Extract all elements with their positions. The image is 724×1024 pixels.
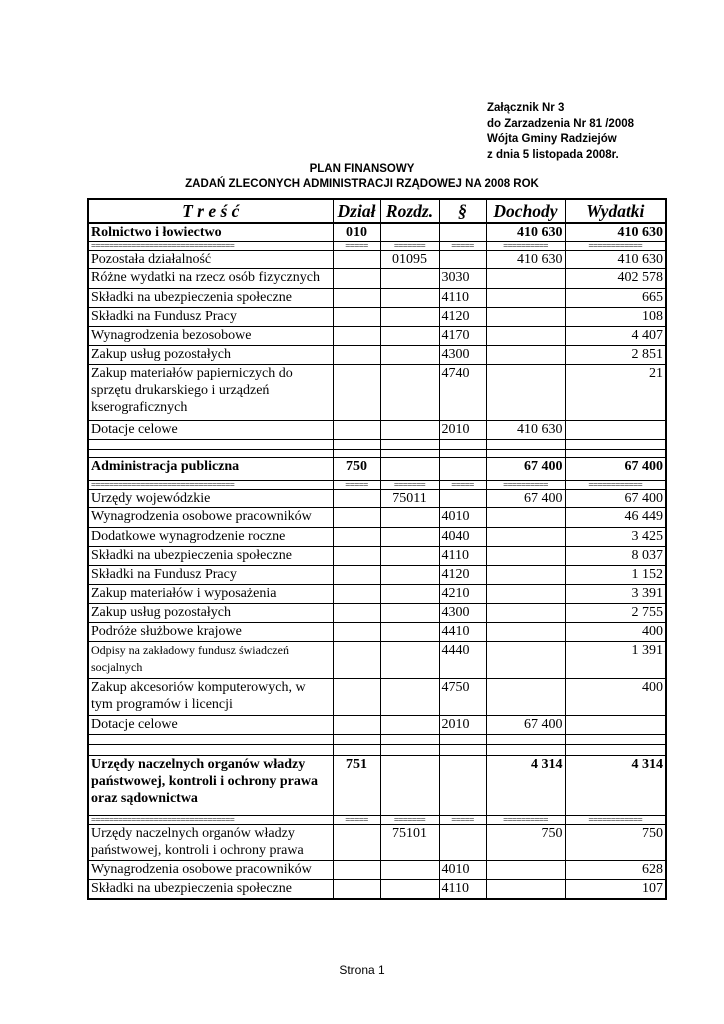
cell-rozdz [380,861,439,880]
cell-par: 4010 [439,508,486,528]
separator-cell: ================================ [88,481,333,490]
table-row [88,346,666,365]
cell-dzial [333,880,380,899]
cell-dochody [486,679,565,716]
separator-cell: ===== [333,816,380,825]
cell-tresc: Składki na ubezpieczenia społeczne [88,880,333,899]
cell-par: 4010 [439,861,486,880]
empty-cell [88,440,333,450]
empty-cell [565,440,666,450]
cell-wydatki: 46 449 [565,508,666,528]
cell-dzial [333,604,380,623]
cell-dochody [486,528,565,547]
cell-dzial [333,327,380,346]
separator-row [88,242,666,251]
cell-rozdz [380,716,439,735]
cell-dochody [486,365,565,421]
cell-dzial [333,421,380,440]
cell-dzial [333,642,380,679]
empty-cell [333,450,380,458]
doc-title: PLAN FINANSOWY [309,163,415,175]
table-row [88,223,666,242]
separator-row [88,816,666,825]
cell-par: 4740 [439,365,486,421]
cell-rozdz [380,269,439,289]
cell-tresc: Rolnictwo i łowiectwo [88,223,333,242]
cell-tresc: Składki na Fundusz Pracy [88,566,333,585]
cell-dochody [486,547,565,566]
doc-subtitle: ZADAŃ ZLECONYCH ADMINISTRACJI RZĄDOWEJ NA 2008 ROK [185,178,539,190]
table-row [88,585,666,604]
ordinance-ref: do Zarzadzenia Nr 81 /2008 [487,117,635,130]
cell-tresc: Zakup usług pozostałych [88,346,333,365]
cell-tresc: Wynagrodzenia bezosobowe [88,327,333,346]
empty-cell [439,735,486,745]
cell-dochody: 67 400 [486,716,565,735]
separator-cell: ========== [486,481,565,490]
table-row [88,756,666,816]
cell-dochody [486,585,565,604]
cell-rozdz [380,528,439,547]
table-row [88,251,666,269]
cell-dochody [486,508,565,528]
cell-par [439,490,486,508]
empty-cell [380,440,439,450]
separator-cell: ============ [565,816,666,825]
empty-cell [88,735,333,745]
empty-cell [439,450,486,458]
cell-par: 4120 [439,566,486,585]
cell-rozdz [380,880,439,899]
cell-par: 3030 [439,269,486,289]
cell-dzial: 010 [333,223,380,242]
cell-tresc: Urzędy naczelnych organów władzy państwowej, kontroli i ochrony prawa [88,825,333,861]
cell-wydatki: 665 [565,289,666,308]
cell-tresc: Dotacje celowe [88,421,333,440]
cell-dzial [333,825,380,861]
separator-cell: ========== [486,816,565,825]
cell-wydatki: 410 630 [565,251,666,269]
blank-row [88,735,666,745]
cell-par: 4440 [439,642,486,679]
cell-wydatki [565,421,666,440]
cell-wydatki: 400 [565,623,666,642]
cell-wydatki: 21 [565,365,666,421]
cell-dzial [333,289,380,308]
cell-par: 4170 [439,327,486,346]
table-row [88,528,666,547]
cell-wydatki [565,716,666,735]
table-row [88,825,666,861]
cell-dzial [333,861,380,880]
cell-wydatki: 108 [565,308,666,327]
cell-tresc: Zakup materiałów i wyposażenia [88,585,333,604]
separator-cell: ===== [439,816,486,825]
table-row [88,679,666,716]
cell-tresc: Administracja publiczna [88,458,333,481]
cell-dzial [333,346,380,365]
cell-rozdz [380,327,439,346]
empty-cell [565,735,666,745]
cell-dzial [333,308,380,327]
cell-dzial [333,679,380,716]
separator-cell: ======= [380,242,439,251]
empty-cell [380,450,439,458]
cell-rozdz [380,421,439,440]
cell-rozdz [380,566,439,585]
separator-cell: ===== [333,481,380,490]
cell-dochody [486,642,565,679]
cell-rozdz [380,508,439,528]
cell-tresc: Odpisy na zakładowy fundusz świadczeń socjalnych [88,642,333,679]
cell-tresc: Wynagrodzenia osobowe pracowników [88,861,333,880]
cell-wydatki: 4 407 [565,327,666,346]
cell-dzial [333,566,380,585]
col-wydatki: Wydatki [565,199,666,223]
cell-dzial [333,269,380,289]
cell-rozdz: 75101 [380,825,439,861]
empty-cell [333,745,380,756]
cell-rozdz [380,346,439,365]
cell-tresc: Dotacje celowe [88,716,333,735]
table-row [88,327,666,346]
cell-par: 2010 [439,716,486,735]
cell-tresc: Pozostała działalność [88,251,333,269]
cell-dzial [333,585,380,604]
empty-cell [439,440,486,450]
empty-cell [486,440,565,450]
cell-tresc: Podróże służbowe krajowe [88,623,333,642]
col-rozdz: Rozdz. [380,199,439,223]
cell-dochody: 67 400 [486,490,565,508]
page-number: Strona 1 [339,963,385,977]
blank-row [88,745,666,756]
cell-dochody: 67 400 [486,458,565,481]
cell-wydatki: 410 630 [565,223,666,242]
cell-tresc: Zakup usług pozostałych [88,604,333,623]
cell-tresc: Urzędy naczelnych organów władzy państwowej, kontroli i ochrony prawa oraz sądownictwa [88,756,333,816]
separator-cell: ===== [439,242,486,251]
cell-tresc: Wynagrodzenia osobowe pracowników [88,508,333,528]
cell-dochody [486,346,565,365]
cell-rozdz [380,623,439,642]
cell-dochody [486,880,565,899]
cell-rozdz [380,642,439,679]
issue-date: z dnia 5 listopada 2008r. [487,148,619,161]
cell-dochody [486,289,565,308]
cell-dochody [486,604,565,623]
cell-wydatki: 2 755 [565,604,666,623]
cell-rozdz [380,308,439,327]
cell-dzial [333,508,380,528]
blank-row [88,440,666,450]
cell-dochody: 410 630 [486,223,565,242]
table-row [88,458,666,481]
cell-par: 4110 [439,880,486,899]
empty-cell [486,735,565,745]
financial-plan-table [87,198,667,900]
cell-par: 4410 [439,623,486,642]
cell-dochody: 410 630 [486,421,565,440]
cell-rozdz [380,223,439,242]
cell-rozdz [380,458,439,481]
cell-par [439,756,486,816]
table-row [88,623,666,642]
table-row [88,880,666,899]
cell-dochody [486,327,565,346]
cell-tresc: Urzędy wojewódzkie [88,490,333,508]
cell-dochody: 750 [486,825,565,861]
separator-cell: ======= [380,816,439,825]
cell-par: 2010 [439,421,486,440]
cell-tresc: Dodatkowe wynagrodzenie roczne [88,528,333,547]
annex-number: Załącznik Nr 3 [487,102,565,114]
cell-par: 4110 [439,289,486,308]
cell-wydatki: 107 [565,880,666,899]
separator-cell: ========== [486,242,565,251]
cell-rozdz [380,756,439,816]
cell-par: 4300 [439,604,486,623]
cell-tresc: Zakup materiałów papierniczych do sprzętu drukarskiego i urządzeń kserograficznych [88,365,333,421]
empty-cell [380,735,439,745]
cell-dzial [333,365,380,421]
table-row [88,308,666,327]
col-dzial: Dział [333,199,380,223]
table-row [88,508,666,528]
cell-tresc: Zakup akcesoriów komputerowych, w tym programów i licencji [88,679,333,716]
cell-rozdz [380,365,439,421]
cell-par: 4300 [439,346,486,365]
cell-tresc: Różne wydatki na rzecz osób fizycznych [88,269,333,289]
col-tresc: T r e ś ć [88,199,333,223]
cell-dochody [486,566,565,585]
table-row [88,604,666,623]
table-row [88,269,666,289]
table-row [88,490,666,508]
cell-rozdz [380,585,439,604]
cell-wydatki: 8 037 [565,547,666,566]
cell-par: 4750 [439,679,486,716]
cell-wydatki: 750 [565,825,666,861]
cell-dzial [333,490,380,508]
cell-dochody: 4 314 [486,756,565,816]
cell-dzial [333,251,380,269]
empty-cell [486,450,565,458]
separator-cell: ============ [565,242,666,251]
table-row [88,566,666,585]
empty-cell [565,745,666,756]
separator-cell: ============ [565,481,666,490]
cell-wydatki: 402 578 [565,269,666,289]
cell-dzial [333,716,380,735]
cell-rozdz [380,289,439,308]
issuer: Wójta Gminy Radziejów [487,133,617,145]
table-row [88,547,666,566]
empty-cell [380,745,439,756]
cell-rozdz [380,604,439,623]
cell-tresc: Składki na ubezpieczenia społeczne [88,289,333,308]
cell-dzial [333,528,380,547]
cell-par [439,825,486,861]
empty-cell [88,745,333,756]
cell-rozdz [380,547,439,566]
cell-par [439,458,486,481]
cell-wydatki: 4 314 [565,756,666,816]
separator-cell: ================================ [88,816,333,825]
cell-rozdz: 75011 [380,490,439,508]
cell-dochody [486,269,565,289]
cell-wydatki: 67 400 [565,490,666,508]
blank-row [88,450,666,458]
cell-wydatki: 628 [565,861,666,880]
table-row [88,289,666,308]
cell-wydatki: 3 425 [565,528,666,547]
cell-dzial [333,547,380,566]
cell-rozdz [380,679,439,716]
cell-dochody [486,861,565,880]
empty-cell [333,440,380,450]
empty-cell [439,745,486,756]
cell-rozdz: 01095 [380,251,439,269]
cell-par: 4040 [439,528,486,547]
cell-wydatki: 400 [565,679,666,716]
cell-par: 4210 [439,585,486,604]
separator-cell: ======= [380,481,439,490]
table-row [88,365,666,421]
cell-par: 4120 [439,308,486,327]
empty-cell [486,745,565,756]
cell-dzial: 750 [333,458,380,481]
empty-cell [88,450,333,458]
table-row [88,861,666,880]
cell-wydatki: 1 391 [565,642,666,679]
table-row [88,716,666,735]
cell-dochody [486,308,565,327]
separator-cell: ===== [333,242,380,251]
cell-par [439,251,486,269]
empty-cell [565,450,666,458]
cell-par: 4110 [439,547,486,566]
cell-par [439,223,486,242]
separator-cell: ================================ [88,242,333,251]
cell-wydatki: 67 400 [565,458,666,481]
cell-dzial: 751 [333,756,380,816]
cell-dochody: 410 630 [486,251,565,269]
cell-wydatki: 2 851 [565,346,666,365]
table-row [88,642,666,679]
col-paragraf: § [439,199,486,223]
header-row [88,199,666,223]
cell-tresc: Składki na Fundusz Pracy [88,308,333,327]
cell-wydatki: 3 391 [565,585,666,604]
separator-cell: ===== [439,481,486,490]
cell-wydatki: 1 152 [565,566,666,585]
empty-cell [333,735,380,745]
table-row [88,421,666,440]
cell-tresc: Składki na ubezpieczenia społeczne [88,547,333,566]
annex-header [487,101,634,163]
cell-dochody [486,623,565,642]
col-dochody: Dochody [486,199,565,223]
cell-dzial [333,623,380,642]
separator-row [88,481,666,490]
